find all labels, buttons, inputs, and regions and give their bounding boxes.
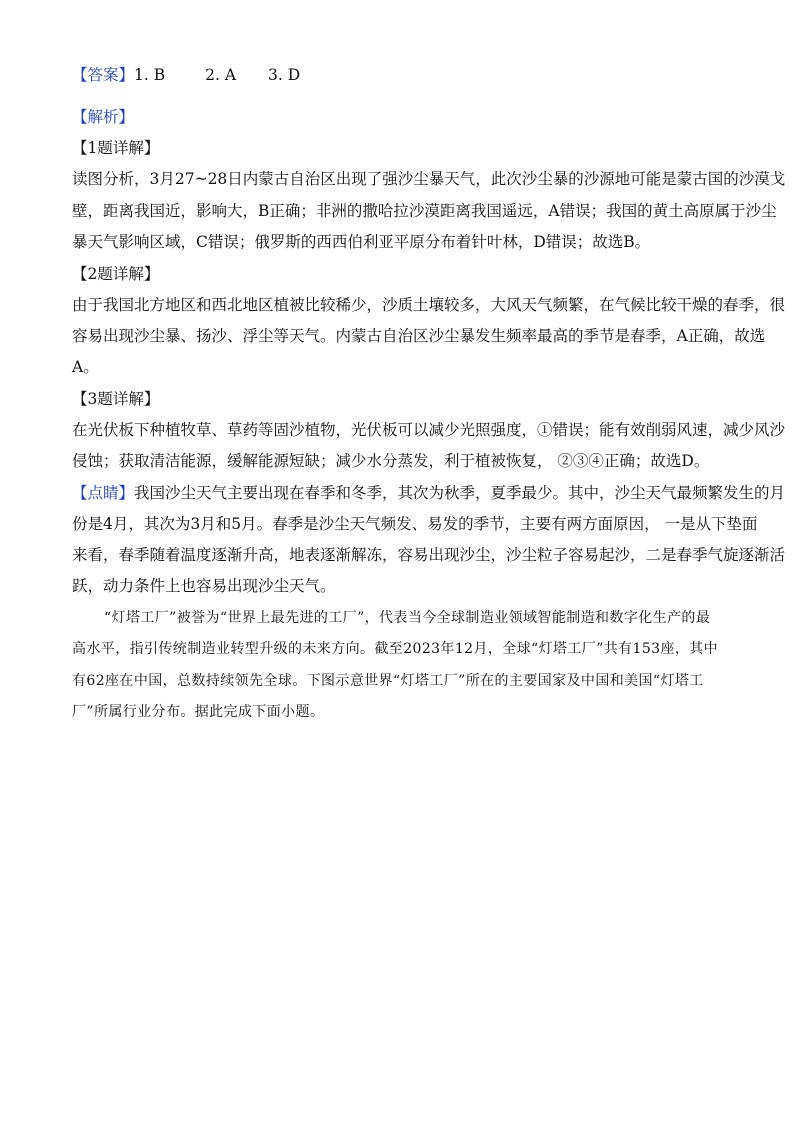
q1-line-3: 暴天气影响区域，C错误；俄罗斯的西西伯利亚平原分布着针叶林，D错误；故选B。 <box>72 233 651 251</box>
analysis-label: 【解析】 <box>72 108 135 126</box>
q1-title: 【1题详解】 <box>72 139 160 157</box>
q1-line-2: 壁，距离我国近，影响大，B正确；非洲的撒哈拉沙漠距离我国遥远，A错误；我国的黄土高原属于沙尘 <box>72 202 777 220</box>
answer-item-2: 2. A <box>205 66 237 84</box>
tip-line-2: 份是4月，其次为3月和5月。春季是沙尘天气频发、易发的季节，主要有两方面原因， 一是从下垫面 <box>72 515 758 533</box>
passage-line-4: 厂”所属行业分布。据此完成下面小题。 <box>72 704 325 720</box>
q3-line-2: 侵蚀；获取清洁能源，缓解能源短缺；减少水分蒸发，利于植被恢复， ②③④正确；故选D。 <box>72 452 710 470</box>
tip-line-3: 来看，春季随着温度逐渐升高，地表逐渐解冻，容易出现沙尘，沙尘粒子容易起沙，二是春季气旋逐渐活 <box>72 546 786 564</box>
q2-line-1: 由于我国北方地区和西北地区植被比较稀少，沙质土壤较多，大风天气频繁，在气候比较干燥的春季，很 <box>72 296 786 314</box>
q2-line-3: A。 <box>72 358 99 376</box>
tip-line-4: 跃，动力条件上也容易出现沙尘天气。 <box>72 577 336 595</box>
tip-line-1 <box>72 480 786 507</box>
q2-line-2: 容易出现沙尘暴、扬沙、浮尘等天气。内蒙古自治区沙尘暴发生频率最高的季节是春季，A正确，故选 <box>72 327 766 345</box>
q2-title: 【2题详解】 <box>72 265 160 283</box>
answer-line <box>72 62 722 89</box>
q3-title: 【3题详解】 <box>72 390 160 408</box>
tip-label: 【点睛】 <box>72 484 135 502</box>
tip-text-1: 我国沙尘天气主要出现在春季和冬季，其次为秋季，夏季最少。其中，沙尘天气最频繁发生的月 <box>134 484 786 502</box>
passage-line-3: 有62座在中国，总数持续领先全球。下图示意世界“灯塔工厂”所在的主要国家及中国和美国“灯塔工 <box>72 673 704 689</box>
answer-item-3: 3. D <box>268 66 301 84</box>
passage-line-2: 高水平，指引传统制造业转型升级的未来方向。截至2023年12月，全球“灯塔工厂”共有153座，其中 <box>72 641 719 657</box>
q3-line-1: 在光伏板下种植牧草、草药等固沙植物，光伏板可以减少光照强度，①错误；能有效削弱风速，减少风沙 <box>72 421 786 439</box>
q1-line-1: 读图分析，3月27~28日内蒙古自治区出现了强沙尘暴天气，此次沙尘暴的沙源地可能是蒙古国的沙漠戈 <box>72 170 786 188</box>
answer-label: 【答案】 <box>72 66 135 84</box>
answer-item-1: 1. B <box>134 66 166 84</box>
passage-line-1: “灯塔工厂”被誉为“世界上最先进的工厂”，代表当今全球制造业领域智能制造和数字化生产的最 <box>104 610 711 626</box>
